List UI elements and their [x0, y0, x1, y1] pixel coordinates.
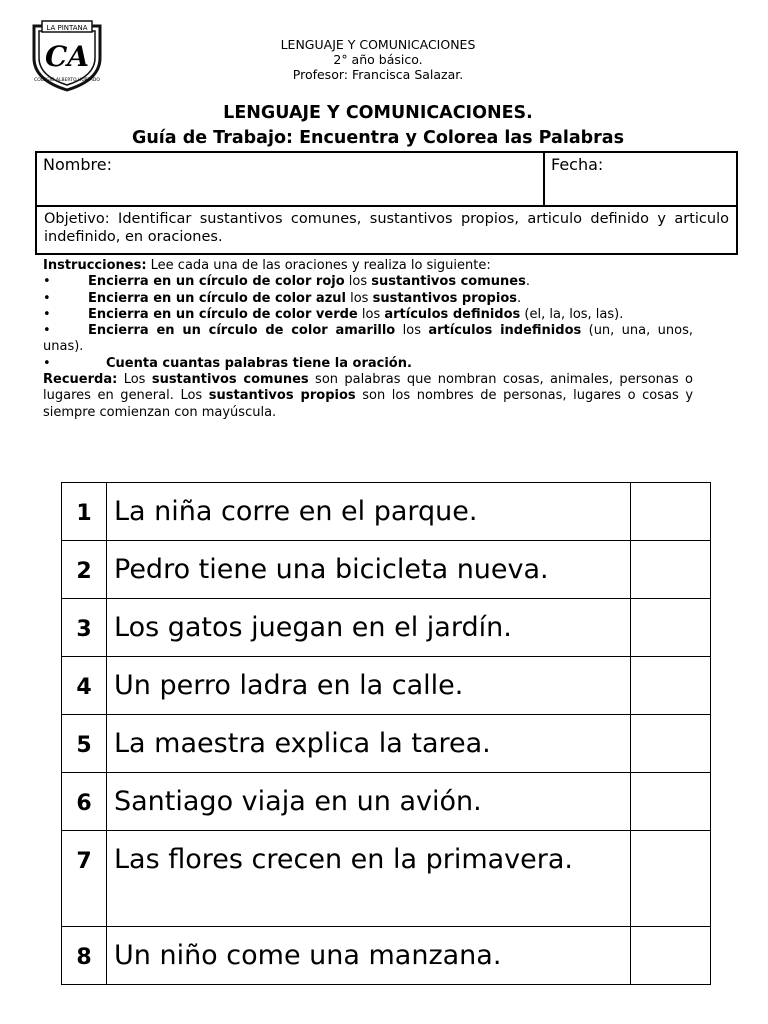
- sentence-text: Santiago viaja en un avión.: [107, 773, 631, 831]
- word-count-box[interactable]: [631, 541, 711, 599]
- sentence-number: 8: [62, 927, 107, 985]
- instruction-item-green: • Encierra en un círculo de color verde los artículos definidos (el, la, los, las).: [43, 306, 624, 322]
- word-count-box[interactable]: [631, 599, 711, 657]
- table-row: [62, 483, 711, 541]
- instruction-item-yellow: • Encierra en un círculo de color amarillo los artículos indefinidos (un, una, unos, unas).: [43, 323, 693, 355]
- sentence-number: 5: [62, 715, 107, 773]
- sentence-text: Un perro ladra en la calle.: [107, 657, 631, 715]
- sentence-number: 2: [62, 541, 107, 599]
- sentence-number: 7: [62, 831, 107, 927]
- sentence-text: Las flores crecen en la primavera.: [107, 831, 631, 927]
- table-row: [62, 831, 711, 927]
- word-count-box[interactable]: [631, 715, 711, 773]
- logo-monogram: CA: [44, 40, 90, 73]
- instructions-intro: Instrucciones: Lee cada una de las oraciones y realiza lo siguiente:: [43, 258, 491, 273]
- logo-bottom-text: COLEGIO ALBERTO HURTADO: [34, 78, 100, 83]
- header-grade: 2° año básico.: [333, 52, 423, 67]
- info-row: [37, 153, 736, 207]
- logo-top-text: LA PINTANA: [46, 24, 88, 32]
- instruction-item-count: • Cuenta cuantas palabras tiene la oración.: [43, 355, 412, 371]
- bullet-icon: •: [43, 274, 51, 290]
- table-row: [62, 657, 711, 715]
- table-row: [62, 927, 711, 985]
- sentence-number: 6: [62, 773, 107, 831]
- sentence-text: Pedro tiene una bicicleta nueva.: [107, 541, 631, 599]
- instruction-item-blue: • Encierra en un círculo de color azul los sustantivos propios.: [43, 290, 522, 306]
- header-subject: LENGUAJE Y COMUNICACIONES: [280, 37, 476, 52]
- instruction-item-red: • Encierra en un círculo de color rojo los sustantivos comunes.: [43, 274, 530, 290]
- date-field[interactable]: [545, 153, 736, 209]
- word-count-box[interactable]: [631, 831, 711, 927]
- sentence-text: La maestra explica la tarea.: [107, 715, 631, 773]
- table-row: [62, 541, 711, 599]
- sentence-number: 1: [62, 483, 107, 541]
- sentence-text: Un niño come una manzana.: [107, 927, 631, 985]
- bullet-icon: •: [43, 355, 51, 371]
- name-field[interactable]: [37, 153, 545, 205]
- sentence-text: Los gatos juegan en el jardín.: [107, 599, 631, 657]
- student-info-box: [35, 151, 738, 255]
- page-subtitle: Guía de Trabajo: Encuentra y Colorea las Palabras: [131, 128, 625, 148]
- table-row: [62, 773, 711, 831]
- bullet-icon: •: [43, 306, 51, 322]
- instructions-label: Instrucciones:: [43, 258, 147, 273]
- school-logo: [28, 18, 106, 92]
- instructions-block: [43, 258, 693, 421]
- header-teacher: Profesor: Francisca Salazar.: [292, 67, 464, 82]
- table-row: [62, 715, 711, 773]
- sentence-text: La niña corre en el parque.: [107, 483, 631, 541]
- sentence-number: 4: [62, 657, 107, 715]
- table-row: [62, 599, 711, 657]
- page-title: LENGUAJE Y COMUNICACIONES.: [223, 103, 533, 123]
- sentences-table: [61, 482, 711, 985]
- recall-note: Recuerda: Los sustantivos comunes son palabras que nombran cosas, animales, personas o lugares en general. Los sustantivos propios son los nombres de personas, lugares o cosas y siempre comienzan con mayúscula.: [43, 372, 694, 420]
- word-count-box[interactable]: [631, 773, 711, 831]
- document-header: [200, 37, 556, 82]
- date-label: Fecha:: [551, 155, 604, 174]
- word-count-box[interactable]: [631, 657, 711, 715]
- bullet-icon: •: [43, 323, 51, 339]
- sentence-number: 3: [62, 599, 107, 657]
- bullet-icon: •: [43, 290, 51, 306]
- word-count-box[interactable]: [631, 483, 711, 541]
- word-count-box[interactable]: [631, 927, 711, 985]
- name-label: Nombre:: [43, 155, 112, 174]
- objective-text: Objetivo: Identificar sustantivos comunes, sustantivos propios, articulo definido y articulo indefinido, en oraciones.: [44, 211, 729, 245]
